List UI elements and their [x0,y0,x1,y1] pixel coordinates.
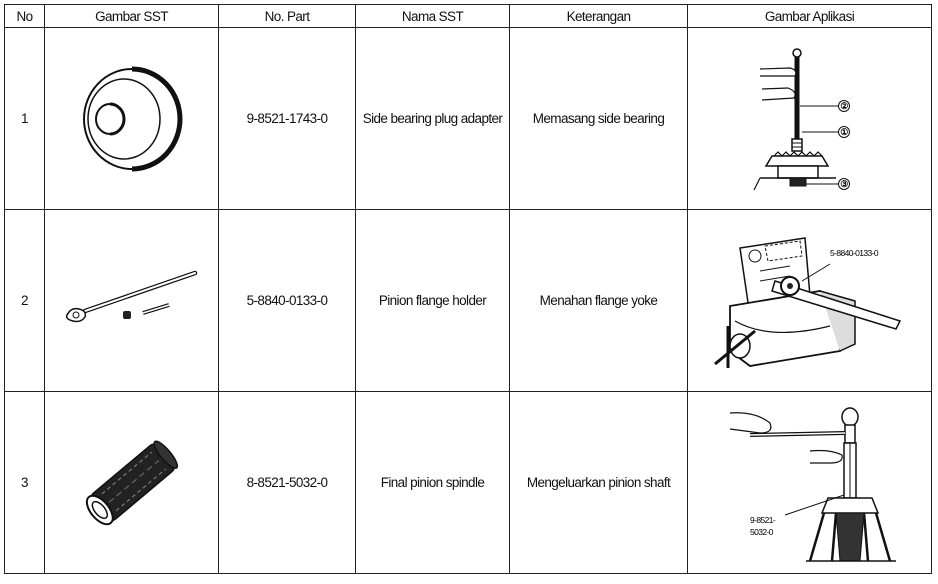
description: Mengeluarkan pinion shaft [510,392,688,574]
header-keterangan: Keterangan [510,5,688,28]
part-number: 9-8521-1743-0 [219,28,356,210]
spindle-part-label-1: 9-8521- [749,514,775,525]
holder-part-label: 5-8840-0133-0 [829,247,878,258]
spindle-part-label-2: 5032-0 [749,526,773,537]
table-row [5,392,932,574]
row-number: 3 [5,392,45,574]
header-no: No [5,5,45,28]
application-image-cell [688,210,932,392]
part-number: 8-8521-5032-0 [219,392,356,574]
sst-name: Side bearing plug adapter [356,28,510,210]
callout-2: ② [839,100,848,111]
pinion-press-drawing [710,403,910,563]
sst-image-cell [45,210,219,392]
callout-1: ① [839,126,848,137]
vise-flange-holder-drawing [710,226,910,376]
sst-image-cell [45,392,219,574]
header-gambar-aplikasi: Gambar Aplikasi [688,5,932,28]
description: Memasang side bearing [510,28,688,210]
pinion-spindle-drawing [72,428,192,538]
sst-table-container [4,4,932,574]
part-number: 5-8840-0133-0 [219,210,356,392]
table-row [5,28,932,210]
application-image-cell [688,392,932,574]
side-bearing-install-drawing [740,44,880,194]
header-row [5,5,932,28]
row-number: 1 [5,28,45,210]
header-nama-sst: Nama SST [356,5,510,28]
table-row [5,210,932,392]
application-image-cell [688,28,932,210]
header-no-part: No. Part [219,5,356,28]
flange-holder-drawing [57,261,207,341]
callout-3: ③ [839,178,848,189]
sst-image-cell [45,28,219,210]
row-number: 2 [5,210,45,392]
sst-table [4,4,932,574]
sst-name: Final pinion spindle [356,392,510,574]
header-gambar-sst: Gambar SST [45,5,219,28]
plug-adapter-drawing [77,64,187,174]
sst-name: Pinion flange holder [356,210,510,392]
description: Menahan flange yoke [510,210,688,392]
